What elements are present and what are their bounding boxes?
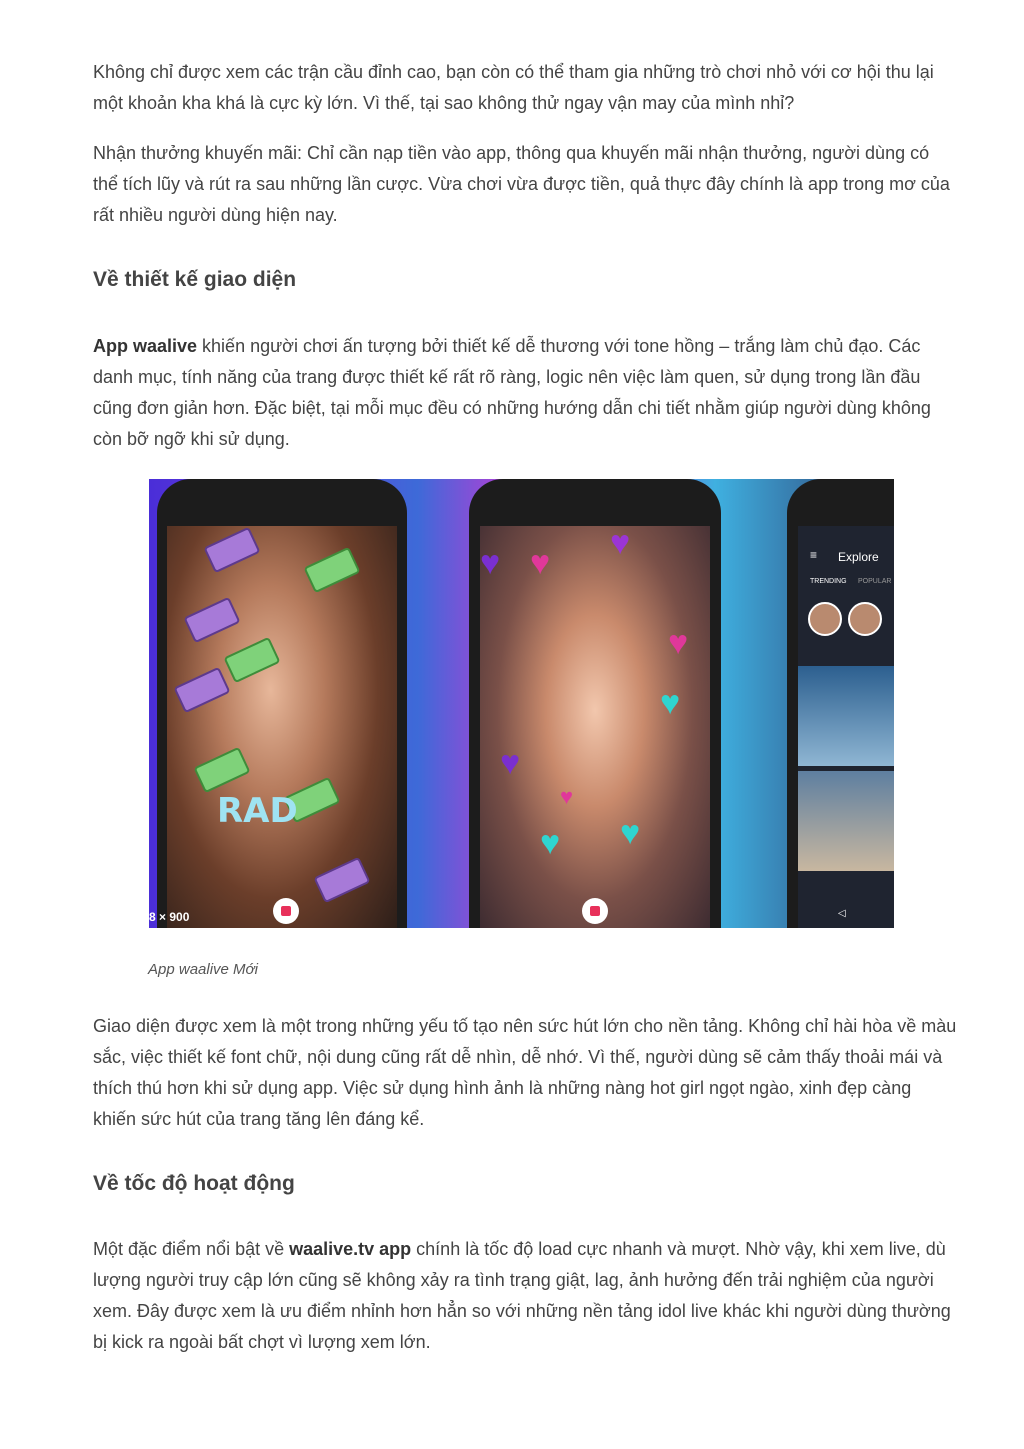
paragraph-speed-intro: Một đặc điểm nổi bật về (93, 1239, 290, 1259)
tab-popular[interactable]: POPULAR (858, 578, 892, 585)
paragraph-speed (93, 1234, 959, 1358)
live-stream-screen-2: ♥ ♥ ♥ ♥ ♥ ♥ ♥ ♥ ♥ (480, 526, 710, 928)
paragraph-promotions: Nhận thưởng khuyến mãi: Chỉ cần nạp tiền vào app, thông qua khuyến mãi nhận thưởng, người dùng có thể tích lũy và rút ra sau những lần cược. Vừa chơi vừa được tiền, quả thực đây chính là app trong mơ của rất nhiều người dùng hiện nay. (93, 143, 950, 225)
paragraph-design-text: khiến người chơi ấn tượng bởi thiết kế dễ thương với tone hồng – trắng làm chủ đạo. Các danh mục, tính năng của trang được thiết kế rất rõ ràng, logic nên việc làm quen, sử dụng trong lần đầu cũng đơn giản hơn. Đặc biệt, tại mỗi mục đều có những hướng dẫn chi tiết nhằm giúp người dùng không còn bỡ ngỡ khi sử dụng. (93, 336, 931, 449)
stop-broadcast-button-2[interactable] (582, 898, 608, 924)
back-nav-icon[interactable]: ◁ (838, 908, 846, 919)
image-size-label: 8 × 900 (149, 910, 190, 924)
image-caption: App waalive Mới (148, 961, 258, 978)
tab-trending[interactable]: TRENDING (810, 578, 847, 585)
paragraph-speed-text: chính là tốc độ load cực nhanh và mượt. Nhờ vậy, khi xem live, dù lượng người truy cập lớn cũng sẽ không xảy ra tình trạng giật, lag, ảnh hưởng đến trải nghiệm của người xem. Đây được xem là ưu điểm nhỉnh hơn hẳn so với những nền tảng idol live khác khi người dùng thường bị kick ra ngoài bất chợt vì lượng xem lớn. (93, 1239, 951, 1352)
explore-screen (798, 526, 894, 928)
heading-speed: Về tốc độ hoạt động (93, 1172, 295, 1195)
explore-tile[interactable] (798, 771, 894, 871)
explore-title: Explore (838, 550, 879, 564)
paragraph-games: Không chỉ được xem các trận cầu đỉnh cao, bạn còn có thể tham gia những trò chơi nhỏ với cơ hội thu lại một khoản kha khá là cực kỳ lớn. Vì thế, tại sao không thử ngay vận may của mình nhỉ? (93, 62, 934, 113)
phone-mockup-3 (787, 479, 894, 928)
app-name-bold: App waalive (93, 336, 198, 356)
live-stream-screen-1 (167, 526, 397, 928)
app-screenshots-image (149, 479, 894, 928)
heading-design: Về thiết kế giao diện (93, 268, 297, 291)
avatar[interactable] (848, 602, 882, 636)
app-domain-bold: waalive.tv app (289, 1239, 412, 1259)
paragraph-design (93, 331, 959, 455)
phone-mockup-2 (469, 479, 721, 928)
menu-icon[interactable]: ≡ (810, 548, 818, 562)
phone-mockup-1 (157, 479, 407, 928)
stop-broadcast-button[interactable] (273, 898, 299, 924)
paragraph-interface: Giao diện được xem là một trong những yếu tố tạo nên sức hút lớn cho nền tảng. Không chỉ hài hòa về màu sắc, việc thiết kế font chữ, nội dung cũng rất dễ nhìn, dễ nhớ. Vì thế, người dùng sẽ cảm thấy thoải mái và thích thú hơn khi sử dụng app. Việc sử dụng hình ảnh là những nàng hot girl ngọt ngào, xinh đẹp càng khiến sức hút của trang tăng lên đáng kể. (93, 1016, 957, 1129)
explore-tile[interactable] (798, 666, 894, 766)
avatar[interactable] (808, 602, 842, 636)
rad-sticker: RAD (217, 791, 298, 831)
